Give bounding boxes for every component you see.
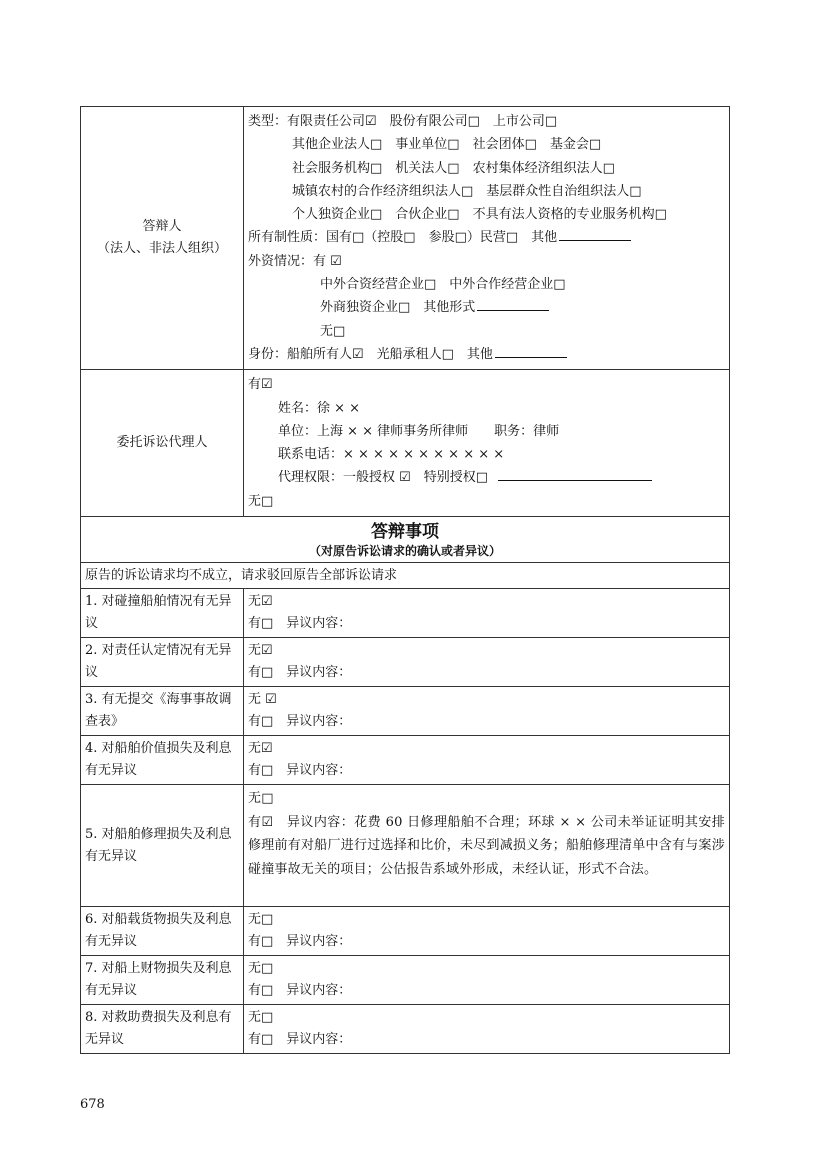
item-none-option: 无□	[248, 1010, 274, 1026]
item-none-option: 无□	[248, 961, 274, 977]
entity-type-line: 个人独资企业□ 合伙企业□ 不具有法人资格的专业服务机构□	[292, 207, 667, 223]
item-objection-option: 有□ 异议内容：	[248, 1032, 352, 1048]
foreign-wholly-text: 外商独资企业□ 其他形式	[320, 300, 476, 316]
foreign-none-line: 无□	[320, 323, 346, 339]
agent-none-line: 无□	[248, 493, 274, 509]
defendant-label: 答辩人	[142, 219, 182, 235]
defendant-label-cell	[81, 107, 244, 370]
agent-label: 委托诉讼代理人	[116, 435, 208, 451]
item-objection-option: 有□ 异议内容：	[248, 616, 352, 632]
item-label-cell	[81, 638, 244, 687]
item-none-option: 无□	[248, 912, 274, 928]
item-label: 7. 对船上财物损失及利息有无异议	[85, 961, 232, 999]
item-row	[81, 638, 730, 687]
item-row	[81, 736, 730, 785]
entity-type-line: 其他企业法人□ 事业单位□ 社会团体□ 基金会□	[292, 137, 602, 153]
item-none-option: 无 ☑	[248, 692, 277, 708]
item-none-option: 无☑	[248, 643, 273, 659]
item-content-cell	[244, 956, 730, 1005]
entity-type-line: 社会服务机构□ 机关法人□ 农村集体经济组织法人□	[292, 160, 615, 176]
item-row	[81, 956, 730, 1005]
item-content-cell	[244, 1005, 730, 1054]
item-content-cell	[244, 907, 730, 956]
section-header-row	[81, 517, 730, 563]
item-label-cell	[81, 736, 244, 785]
item-label: 8. 对救助费损失及利息有无异议	[85, 1010, 232, 1048]
item-none-option: 无□	[248, 791, 274, 807]
item-row	[81, 785, 730, 907]
agent-authority-line	[248, 466, 725, 489]
item-label-cell	[81, 907, 244, 956]
identity-text: 身份：船舶所有人☑ 光船承租人□ 其他	[248, 346, 493, 362]
item-objection-option: 有□ 异议内容：	[248, 934, 352, 950]
item-objection-option: 有☑ 异议内容：花费 60 日修理船舶不合理；环球 × × 公司未举证证明其安排修理前有对船厂进行过选择和比价，未尽到减损义务；船舶修理清单中含有与案涉碰撞事故无关的项目；公估报告系域外形成，未经认证，形式不合法。	[248, 814, 725, 877]
foreign-jv-line: 中外合资经营企业□ 中外合作经营企业□	[320, 277, 566, 293]
agent-content-cell	[244, 370, 730, 517]
foreign-wholly-line	[248, 296, 725, 319]
item-label-cell	[81, 589, 244, 638]
item-row	[81, 907, 730, 956]
item-label: 6. 对船载货物损失及利息有无异议	[85, 912, 232, 950]
item-label-cell	[81, 785, 244, 907]
agent-name-line: 姓名：徐 × ×	[278, 400, 361, 416]
agent-phone-line: 联系电话：× × × × × × × × × × ×	[278, 447, 505, 463]
item-none-option: 无☑	[248, 594, 273, 610]
entity-type-line: 城镇农村的合作经济组织法人□ 基层群众性自治组织法人□	[292, 183, 642, 199]
agent-label-cell	[81, 370, 244, 517]
ownership-text: 所有制性质：国有□（控股□ 参股□）民营□ 其他	[248, 230, 558, 246]
item-objection-option: 有□ 异议内容：	[248, 983, 352, 999]
authority-blank[interactable]	[498, 466, 652, 481]
page-number: 678	[80, 1097, 105, 1112]
item-row	[81, 1005, 730, 1054]
item-label-cell	[81, 956, 244, 1005]
defense-form-table	[80, 106, 730, 1054]
item-content-cell	[244, 785, 730, 907]
agent-has-line: 有☑	[248, 377, 273, 393]
item-label-cell	[81, 687, 244, 736]
section-title: 答辩事项	[371, 522, 439, 543]
item-label: 5. 对船舶修理损失及利息有无异议	[85, 826, 232, 864]
foreign-other-blank[interactable]	[477, 296, 549, 311]
section-subtitle: （对原告诉讼请求的确认或者异议）	[308, 544, 501, 559]
entity-type-line: 类型：有限责任公司☑ 股份有限公司□ 上市公司□	[248, 114, 558, 129]
item-objection-option: 有□ 异议内容：	[248, 665, 352, 681]
section-header-cell	[81, 517, 730, 563]
item-content-cell	[244, 736, 730, 785]
ownership-line	[248, 226, 725, 249]
item-label: 2. 对责任认定情况有无异议	[85, 643, 232, 681]
defendant-row	[81, 107, 730, 370]
summary-text: 原告的诉讼请求均不成立，请求驳回原告全部诉讼请求	[85, 568, 398, 584]
item-label: 1. 对碰撞船舶情况有无异议	[85, 594, 232, 632]
item-label-cell	[81, 1005, 244, 1054]
agent-authority-text: 代理权限：一般授权 ☑ 特别授权□	[278, 470, 489, 486]
summary-row	[81, 563, 730, 589]
ownership-other-blank[interactable]	[559, 226, 631, 241]
identity-other-blank[interactable]	[495, 343, 567, 358]
item-row	[81, 687, 730, 736]
item-none-option: 无☑	[248, 741, 273, 757]
item-content-cell	[244, 638, 730, 687]
item-row	[81, 589, 730, 638]
identity-line	[248, 343, 725, 366]
defendant-content-cell	[244, 107, 730, 370]
defendant-label-sub: （法人、非法人组织）	[96, 241, 227, 257]
agent-unit-line: 单位：上海 × × 律师事务所律师 职务：律师	[278, 423, 560, 439]
item-content-cell	[244, 687, 730, 736]
item-label: 3. 有无提交《海事事故调查表》	[85, 692, 232, 730]
item-label: 4. 对船舶价值损失及利息有无异议	[85, 741, 232, 779]
item-objection-option: 有□ 异议内容：	[248, 714, 352, 730]
item-content-cell	[244, 589, 730, 638]
document-table-wrapper	[80, 106, 729, 1054]
item-objection-option: 有□ 异议内容：	[248, 763, 352, 779]
summary-cell	[81, 563, 730, 589]
agent-row	[81, 370, 730, 517]
foreign-capital-line: 外资情况：有 ☑	[248, 253, 342, 269]
